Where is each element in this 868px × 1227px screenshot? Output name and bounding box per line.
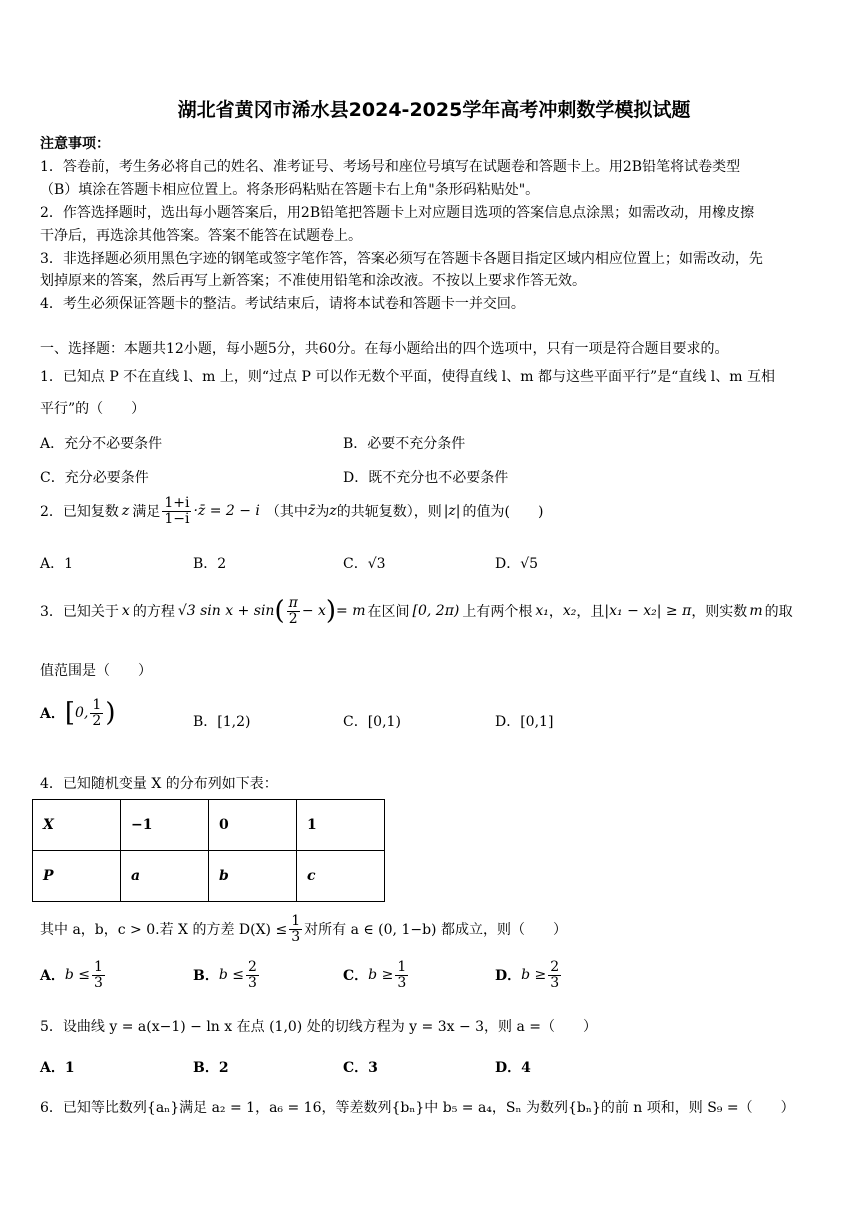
table-cell: 1 <box>297 800 385 851</box>
option-c: C．[0,1) <box>343 714 401 730</box>
question-2-stem: 2．已知复数 z 满足 $\frac{1+i}{1-i}$ ·z̄ = 2 − i （其中 z̄ 为 z 的共轭复数），则 |z| 的值为( ) <box>40 495 544 527</box>
notes-heading: 注意事项： <box>40 136 110 152</box>
option-d: D．√5 <box>495 556 539 572</box>
option-b: B．2 <box>193 556 227 572</box>
table-cell: a <box>121 851 209 902</box>
table-cell: −1 <box>121 800 209 851</box>
option-c: C．√3 <box>343 556 386 572</box>
table-cell: P <box>33 851 121 902</box>
fraction: $\frac{1+i}{1-i}$ <box>164 495 190 527</box>
notes-line: （B）填涂在答题卡相应位置上。将条形码粘贴在答题卡右上角"条形码粘贴处"。 <box>40 182 540 198</box>
question-4-stem: 4．已知随机变量 X 的分布列如下表： <box>40 776 278 792</box>
table-cell: X <box>33 800 121 851</box>
question-1-stem-cont: 平行”的（ ） <box>40 401 146 417</box>
table-cell: c <box>297 851 385 902</box>
option-d: D．既不充分也不必要条件 <box>343 470 509 486</box>
option-c: C． b ≥ $\frac{1}{3}$ <box>343 959 407 991</box>
fraction: $\frac{2}{3}$ <box>550 959 560 991</box>
fraction: $\frac{2}{3}$ <box>248 959 257 991</box>
table-cell: 0 <box>209 800 297 851</box>
option-a: A．充分不必要条件 <box>40 436 163 452</box>
question-6-stem: 6．已知等比数列{aₙ}满足 a₂ = 1，a₆ = 16，等差数列{bₙ}中 b₅ = a₄，Sₙ 为数列{bₙ}的前 n 项和，则 S₉ =（ ） <box>40 1100 795 1116</box>
option-d: D．[0,1] <box>495 714 554 730</box>
option-a: A．1 <box>40 1060 75 1076</box>
page-title: 湖北省黄冈市浠水县2024-2025学年高考冲刺数学模拟试题 <box>177 99 691 121</box>
notes-line: 3．非选择题必须用黑色字迹的钢笔或签字笔作答，答案必须写在答题卡各题目指定区域内相应位置上；如需改动，先 <box>40 251 763 267</box>
fraction: $\frac{1}{3}$ <box>94 959 103 991</box>
question-1-stem: 1．已知点 P 不在直线 l、m 上，则“过点 P 可以作无数个平面，使得直线 l、m 都与这些平面平行”是“直线 l、m 互相 <box>40 369 775 385</box>
option-b: B．必要不充分条件 <box>343 436 466 452</box>
option-c: C．3 <box>343 1060 378 1076</box>
option-d: D．4 <box>495 1060 531 1076</box>
notes-line: 划掉原来的答案，然后再写上新答案；不准使用铅笔和涂改液。不按以上要求作答无效。 <box>40 273 586 289</box>
notes-line: 4．考生必须保证答题卡的整洁。考试结束后，请将本试卷和答题卡一并交回。 <box>40 296 525 312</box>
question-5-stem: 5．设曲线 y = a(x−1) − ln x 在点 (1,0) 处的切线方程为 y = 3x − 3，则 a =（ ） <box>40 1019 598 1035</box>
question-3-stem-cont: 值范围是（ ） <box>40 663 152 679</box>
notes-line: 2．作答选择题时，选出每小题答案后，用2B铅笔把答题卡上对应题目选项的答案信息点涂黑；如需改动，用橡皮擦 <box>40 205 755 221</box>
option-d: D． b ≥ $\frac{2}{3}$ <box>495 959 560 991</box>
notes-line: 1．答卷前，考生务必将自己的姓名、准考证号、考场号和座位号填写在试题卷和答题卡上。用2B铅笔将试卷类型 <box>40 159 741 175</box>
question-3-stem: 3．已知关于 x 的方程 √3 sin x + sin ( $\frac{\pi}{2}$ − x ) = m 在区间 [0, 2π) 上有两个根 x₁ ， x₂ ，且 |x₁ − x₂| ≥ π ，则实数 m 的取 <box>40 595 793 627</box>
notes-line: 干净后，再选涂其他答案。答案不能答在试题卷上。 <box>40 228 362 244</box>
table-row <box>33 851 385 902</box>
option-a: A． [ 0, $\frac{1}{2}$ ) <box>40 697 116 729</box>
fraction: $\frac{\pi}{2}$ <box>288 595 298 627</box>
option-b: B．[1,2) <box>193 714 251 730</box>
section-heading: 一、选择题：本题共12小题，每小题5分，共60分。在每小题给出的四个选项中，只有一项是符合题目要求的。 <box>40 341 729 357</box>
table-row <box>33 800 385 851</box>
option-b: B． b ≤ $\frac{2}{3}$ <box>193 959 257 991</box>
fraction: $\frac{1}{2}$ <box>92 697 102 729</box>
fraction: $\frac{1}{3}$ <box>291 913 301 945</box>
question-4-condition: 其中 a，b，c > 0.若 X 的方差 D(X) ≤ $\frac{1}{3}$ 对所有 a ∈ (0, 1−b) 都成立，则（ ） <box>40 913 567 945</box>
option-c: C．充分必要条件 <box>40 470 149 486</box>
fraction: $\frac{1}{3}$ <box>397 959 407 991</box>
option-a: A． b ≤ $\frac{1}{3}$ <box>40 959 103 991</box>
option-a: A．1 <box>40 556 74 572</box>
table-cell: b <box>209 851 297 902</box>
option-b: B．2 <box>193 1060 229 1076</box>
distribution-table <box>32 799 385 902</box>
